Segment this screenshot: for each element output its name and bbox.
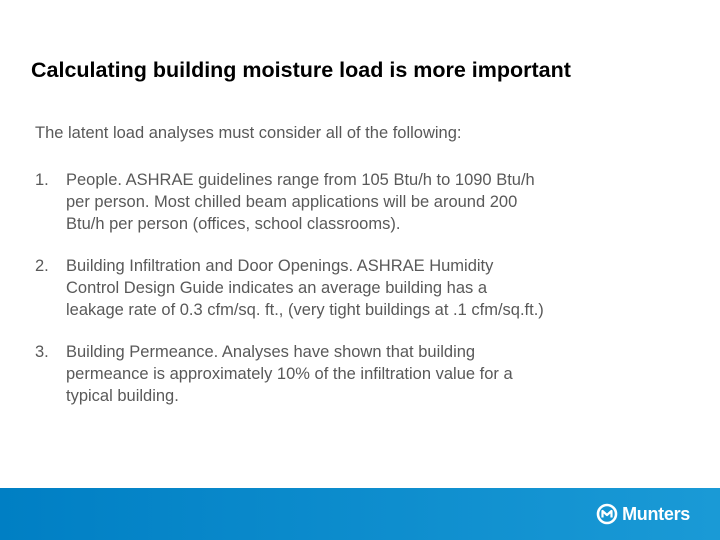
footer-bar [0, 488, 720, 540]
list-item-line: People. ASHRAE guidelines range from 105 Btu/h to 1090 Btu/h [66, 171, 535, 189]
list-number: 1. [35, 171, 49, 189]
list-item-text [66, 255, 611, 321]
list-number: 2. [35, 257, 49, 275]
list-item-line: typical building. [66, 387, 179, 405]
list-item-line: Building Infiltration and Door Openings. ASHRAE Humidity [66, 257, 494, 275]
munters-m-icon [596, 503, 618, 525]
list-item-line: leakage rate of 0.3 cfm/sq. ft., (very tight buildings at .1 cfm/sq.ft.) [66, 301, 544, 319]
list-item-text [66, 169, 611, 235]
list-item-line: Control Design Guide indicates an average building has a [66, 279, 488, 297]
list-number: 3. [35, 343, 49, 361]
munters-logo [596, 503, 690, 525]
list-item-line: per person. Most chilled beam applications will be around 200 [66, 193, 518, 211]
list-item-line: Btu/h per person (offices, school classrooms). [66, 215, 401, 233]
list-item-text [66, 341, 611, 407]
list-item-line: permeance is approximately 10% of the infiltration value for a [66, 365, 513, 383]
logo-text: Munters [622, 503, 690, 524]
slide-title: Calculating building moisture load is more important [31, 58, 571, 82]
list-item-line: Building Permeance. Analyses have shown that building [66, 343, 476, 361]
intro-text: The latent load analyses must consider all of the following: [35, 124, 462, 142]
